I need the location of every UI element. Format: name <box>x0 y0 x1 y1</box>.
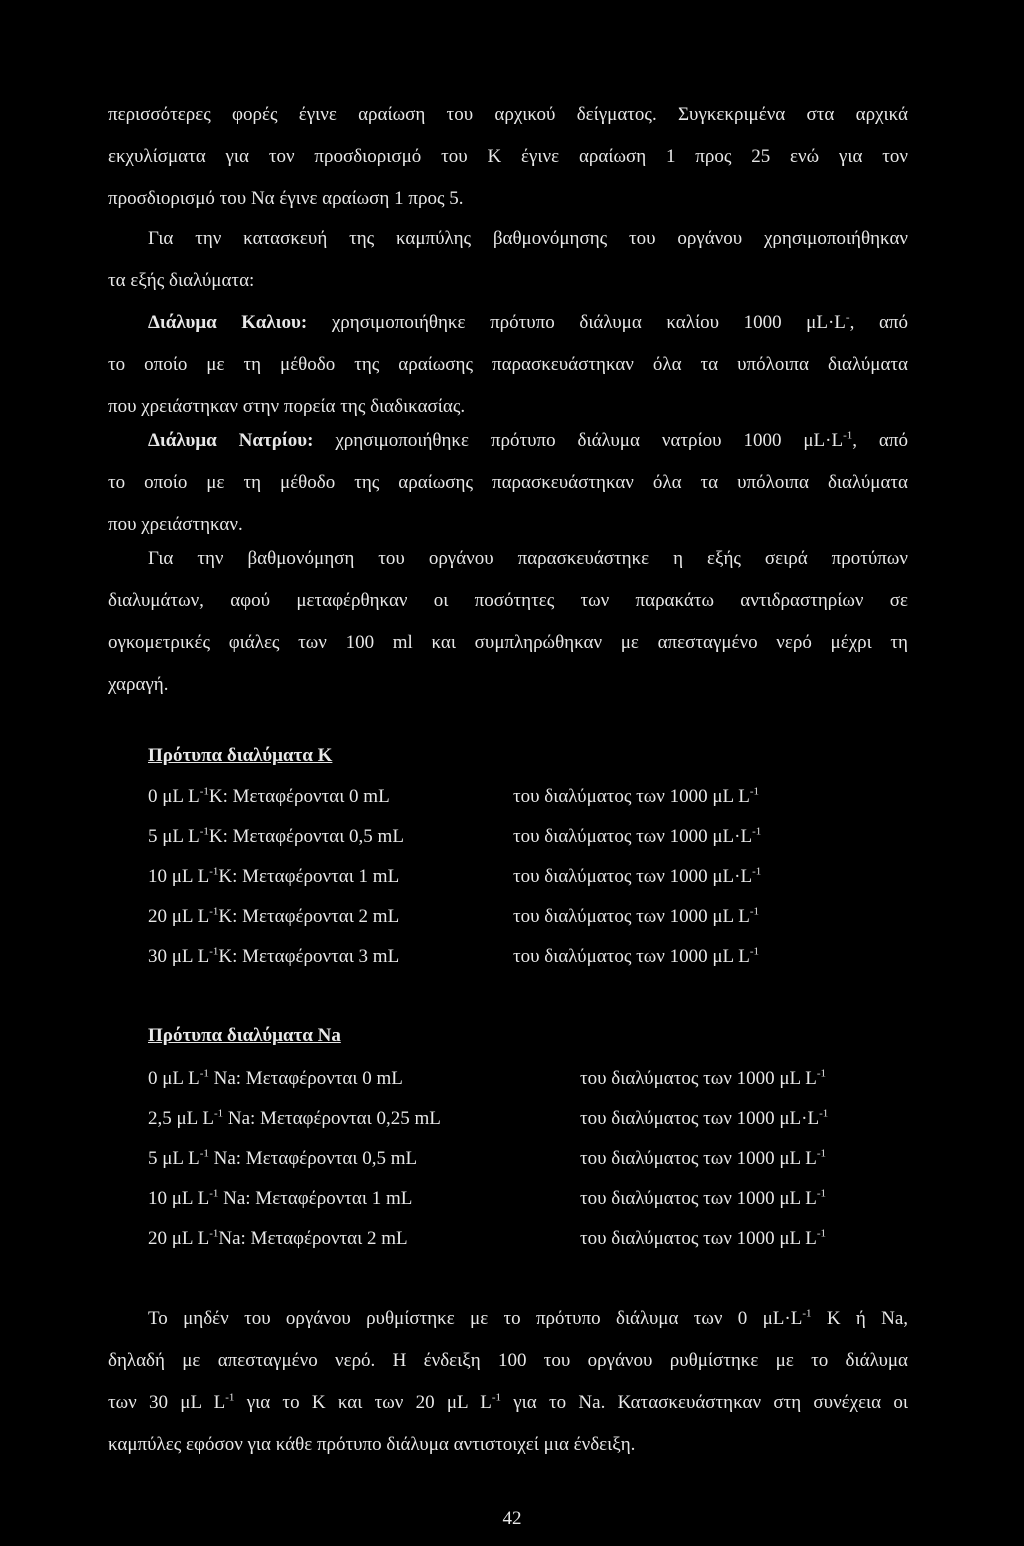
paragraph-potassium-solution <box>108 302 908 428</box>
transfer-volume: Na: Μεταφέρονται 0,5 mL <box>208 1148 418 1169</box>
standard-row-left <box>148 826 404 848</box>
superscript: -1 <box>209 905 219 918</box>
text-line: τα εξής διαλύματα: <box>108 270 255 291</box>
superscript: -1 <box>749 945 759 958</box>
transfer-volume: K: Μεταφέρονται 0 mL <box>208 786 390 807</box>
superscript: -1 <box>209 865 219 878</box>
concentration: 10 μL L <box>148 866 210 887</box>
text-line: που χρειάστηκαν στην πορεία της διαδικασίας. <box>108 396 466 417</box>
stock-solution: του διαλύματος των 1000 μL·L <box>580 1108 820 1129</box>
standard-row-left <box>148 866 399 888</box>
superscript: - <box>845 311 850 324</box>
stock-solution: του διαλύματος των 1000 μL L <box>513 786 750 807</box>
text-segment: , από <box>849 312 908 333</box>
paragraph-standards-prep <box>108 538 908 706</box>
standard-row-right <box>580 1108 828 1130</box>
stock-solution: του διαλύματος των 1000 μL L <box>580 1148 817 1169</box>
superscript: -1 <box>802 1307 812 1320</box>
standard-row-left <box>148 1068 403 1090</box>
text-segment: χρησιμοποιήθηκε πρότυπο διάλυμα καλίου 1000 μL·L <box>307 312 846 333</box>
transfer-volume: K: Μεταφέρονται 2 mL <box>218 906 400 927</box>
text-line: χαραγή. <box>108 674 169 695</box>
concentration: 2,5 μL L <box>148 1108 214 1129</box>
superscript: -1 <box>209 1227 219 1240</box>
superscript: -1 <box>752 825 762 838</box>
text-segment: Το μηδέν του οργάνου ρυθμίστηκε με το πρότυπο διάλυμα των 0 μL·L <box>148 1308 803 1329</box>
superscript: -1 <box>816 1147 826 1160</box>
standard-row-right <box>513 786 759 808</box>
text-line: Για την βαθμονόμηση του οργάνου παρασκευάστηκε η εξής σειρά προτύπων <box>148 548 908 569</box>
stock-solution: του διαλύματος των 1000 μL L <box>513 946 750 967</box>
standard-row-left <box>148 1108 441 1130</box>
concentration: 20 μL L <box>148 1228 210 1249</box>
stock-solution: του διαλύματος των 1000 μL L <box>580 1228 817 1249</box>
superscript: -1 <box>819 1107 829 1120</box>
superscript: -1 <box>225 1391 235 1404</box>
superscript: -1 <box>199 1147 209 1160</box>
superscript: -1 <box>491 1391 501 1404</box>
text-line <box>108 1382 908 1424</box>
concentration: 10 μL L <box>148 1188 210 1209</box>
standard-row-right <box>580 1228 826 1250</box>
standard-row-right <box>580 1068 826 1090</box>
paragraph-sodium-solution <box>108 420 908 546</box>
superscript: -1 <box>199 785 209 798</box>
superscript: -1 <box>752 865 762 878</box>
standard-row-right <box>513 946 759 968</box>
standard-row-right <box>513 906 759 928</box>
text-segment: χρησιμοποιήθηκε πρότυπο διάλυμα νατρίου 1000 μL·L <box>313 430 844 451</box>
standard-row-left <box>148 1228 408 1250</box>
paragraph-calibration-intro <box>108 218 908 302</box>
concentration: 5 μL L <box>148 826 200 847</box>
transfer-volume: K: Μεταφέρονται 0,5 mL <box>208 826 404 847</box>
superscript: -1 <box>209 1187 219 1200</box>
superscript: -1 <box>816 1227 826 1240</box>
transfer-volume: Na: Μεταφέρονται 0 mL <box>208 1068 403 1089</box>
text-line <box>108 1298 908 1340</box>
text-line: που χρειάστηκαν. <box>108 514 243 535</box>
superscript: -1 <box>213 1107 224 1120</box>
text-segment: των 30 μL L <box>108 1392 226 1413</box>
paragraph-dilution <box>108 94 908 220</box>
text-line: περισσότερες φορές έγινε αραίωση του αρχικού δείγματος. Συγκεκριμένα στα αρχικά <box>108 104 908 125</box>
standard-row-left <box>148 946 399 968</box>
standard-row-left <box>148 906 399 928</box>
stock-solution: του διαλύματος των 1000 μL·L <box>513 826 753 847</box>
superscript: -1 <box>749 785 759 798</box>
transfer-volume: K: Μεταφέρονται 3 mL <box>218 946 400 967</box>
standard-row-left <box>148 786 390 808</box>
stock-solution: του διαλύματος των 1000 μL L <box>513 906 750 927</box>
superscript: -1 <box>199 825 209 838</box>
transfer-volume: Na: Μεταφέρονται 1 mL <box>218 1188 413 1209</box>
text-segment: K ή Na, <box>811 1308 909 1329</box>
text-line: διαλυμάτων, αφού μεταφέρθηκαν οι ποσότητες των παρακάτω αντιδραστηρίων σε <box>108 590 908 611</box>
text-line: ογκομετρικές φιάλες των 100 ml και συμπληρώθηκαν με απεσταγμένο νερό μέχρι τη <box>108 632 908 653</box>
text-line: προσδιορισμό του Να έγινε αραίωση 1 προς 5. <box>108 188 464 209</box>
text-line <box>108 420 908 462</box>
standard-row-left <box>148 1148 417 1170</box>
concentration: 0 μL L <box>148 786 200 807</box>
standard-row-right <box>513 826 761 848</box>
text-line: δηλαδή με απεσταγμένο νερό. Η ένδειξη 100 του οργάνου ρυθμίστηκε με το διάλυμα <box>108 1350 908 1371</box>
heading-k-standards: Πρότυπα διαλύματα Κ <box>148 745 333 766</box>
superscript: -1 <box>816 1067 826 1080</box>
standard-row-right <box>580 1148 826 1170</box>
standard-row-right <box>580 1188 826 1210</box>
transfer-volume: Na: Μεταφέρονται 0,25 mL <box>223 1108 441 1129</box>
standard-row-right <box>513 866 761 888</box>
concentration: 30 μL L <box>148 946 210 967</box>
text-line: το οποίο με τη μέθοδο της αραίωσης παρασκευάστηκαν όλα τα υπόλοιπα διαλύματα <box>108 354 908 375</box>
heading-na-standards: Πρότυπα διαλύματα Na <box>148 1025 341 1046</box>
concentration: 20 μL L <box>148 906 210 927</box>
superscript: -1 <box>199 1067 209 1080</box>
transfer-volume: K: Μεταφέρονται 1 mL <box>218 866 400 887</box>
concentration: 0 μL L <box>148 1068 200 1089</box>
page-number: 42 <box>502 1508 522 1529</box>
superscript: -1 <box>749 905 759 918</box>
superscript: -1 <box>209 945 219 958</box>
text-line: καμπύλες εφόσον για κάθε πρότυπο διάλυμα αντιστοιχεί μια ένδειξη. <box>108 1434 636 1455</box>
concentration: 5 μL L <box>148 1148 200 1169</box>
stock-solution: του διαλύματος των 1000 μL L <box>580 1188 817 1209</box>
text-line <box>108 302 908 344</box>
superscript: -1 <box>816 1187 826 1200</box>
text-line: εκχυλίσματα για τον προσδιορισμό του Κ έγινε αραίωση 1 προς 25 ενώ για τον <box>108 146 908 167</box>
text-segment: για το Na. Κατασκευάστηκαν στη συνέχεια οι <box>501 1392 909 1413</box>
superscript: -1 <box>843 429 853 442</box>
stock-solution: του διαλύματος των 1000 μL L <box>580 1068 817 1089</box>
transfer-volume: Na: Μεταφέρονται 2 mL <box>218 1228 408 1249</box>
stock-solution: του διαλύματος των 1000 μL·L <box>513 866 753 887</box>
standard-row-left <box>148 1188 412 1210</box>
text-line: το οποίο με τη μέθοδο της αραίωσης παρασκευάστηκαν όλα τα υπόλοιπα διαλύματα <box>108 472 908 493</box>
potassium-label: Διάλυμα Καλιου: <box>148 312 308 333</box>
paragraph-zero-calibration <box>108 1298 908 1466</box>
text-segment: για το K και των 20 μL L <box>234 1392 492 1413</box>
text-segment: , από <box>852 430 908 451</box>
sodium-label: Διάλυμα Νατρίου: <box>148 430 314 451</box>
text-line: Για την κατασκευή της καμπύλης βαθμονόμησης του οργάνου χρησιμοποιήθηκαν <box>148 228 908 249</box>
